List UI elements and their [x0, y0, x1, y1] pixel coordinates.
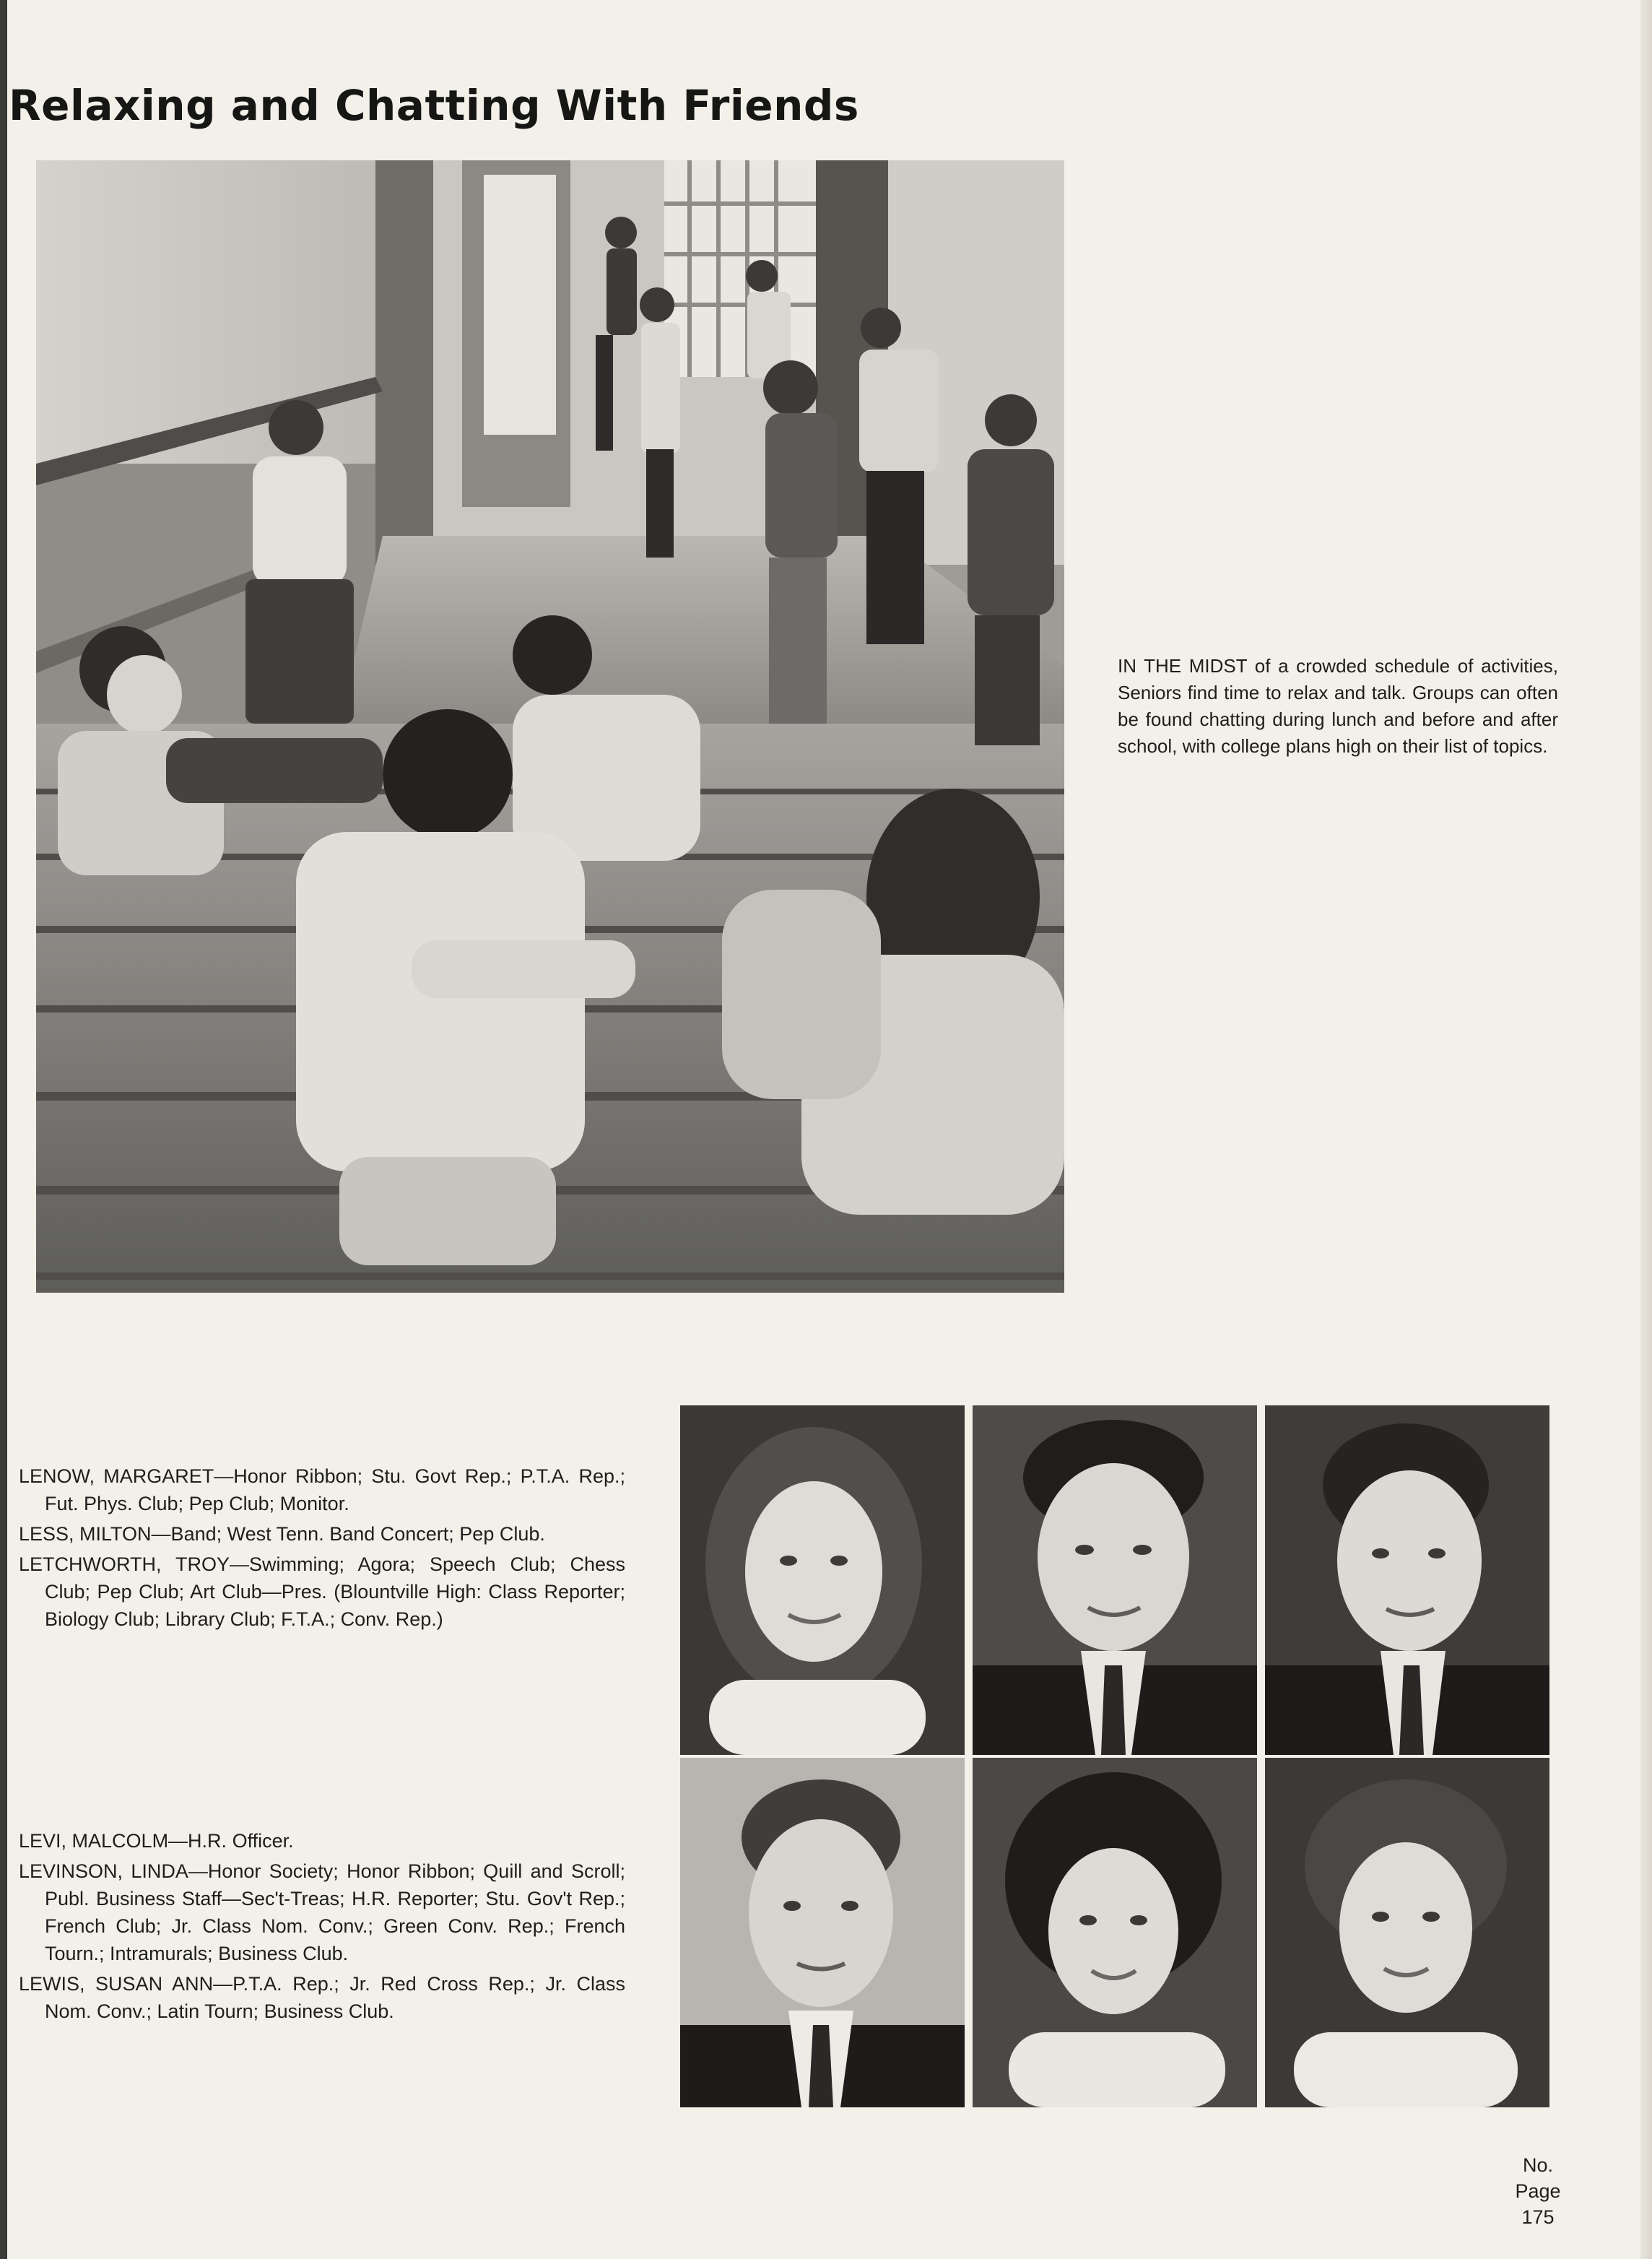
bio-levi-malcolm: LEVI, MALCOLM—H.R. Officer. — [19, 1830, 294, 1852]
senior-portrait-grid — [680, 1405, 1549, 2107]
bio-levinson-linda: LEVINSON, LINDA—Honor Society; Honor Ribbon; Quill and Scroll; Publ. Business Staff—Sec't-Treas; H.R. Reporter; Stu. Gov't Rep.; French Club; Jr. Class Nom. Conv.; Green Conv. Rep.; French Tourn.; Intramurals; Business Club. — [19, 1860, 625, 1964]
bio-letchworth-troy: LETCHWORTH, TROY—Swimming; Agora; Speech Club; Chess Club; Pep Club; Art Club—Pres. (Blountville High: Class Reporter; Biology Club; Library Club; F.T.A.; Conv. Rep.) — [19, 1553, 625, 1630]
portrait-lewis-susan-ann — [1265, 1758, 1549, 2107]
portrait-lenow-margaret — [680, 1405, 965, 1755]
page-number-block — [1509, 2152, 1567, 2230]
page-right-edge — [1640, 0, 1652, 2259]
page-binding-edge — [0, 0, 7, 2259]
photo-caption: IN THE MIDST of a crowded schedule of activities, Seniors find time to relax and talk. Groups can often be found chatting during lunch and before and after school, with college plans high on their list of topics. — [1118, 655, 1558, 757]
bio-less-milton: LESS, MILTON—Band; West Tenn. Band Concert; Pep Club. — [19, 1523, 545, 1545]
students-on-stairs-photo — [36, 160, 1064, 1293]
page-number-value: 175 — [1521, 2206, 1555, 2228]
student-bios-bottom — [19, 1827, 625, 2028]
bio-lenow-margaret: LENOW, MARGARET—Honor Ribbon; Stu. Govt Rep.; P.T.A. Rep.; Fut. Phys. Club; Pep Club; Monitor. — [19, 1465, 625, 1514]
page-headline: Relaxing and Chatting With Friends — [9, 81, 859, 130]
bio-lewis-susan-ann: LEWIS, SUSAN ANN—P.T.A. Rep.; Jr. Red Cross Rep.; Jr. Class Nom. Conv.; Latin Tourn; Business Club. — [19, 1973, 625, 2022]
student-bios-top — [19, 1462, 625, 1636]
page-number-page: Page — [1515, 2180, 1561, 2202]
portrait-levi-malcolm — [680, 1758, 965, 2107]
portrait-letchworth-troy — [1265, 1405, 1549, 1755]
portrait-less-milton — [973, 1405, 1257, 1755]
portrait-levinson-linda — [973, 1758, 1257, 2107]
page-number-no: No. — [1522, 2154, 1554, 2176]
